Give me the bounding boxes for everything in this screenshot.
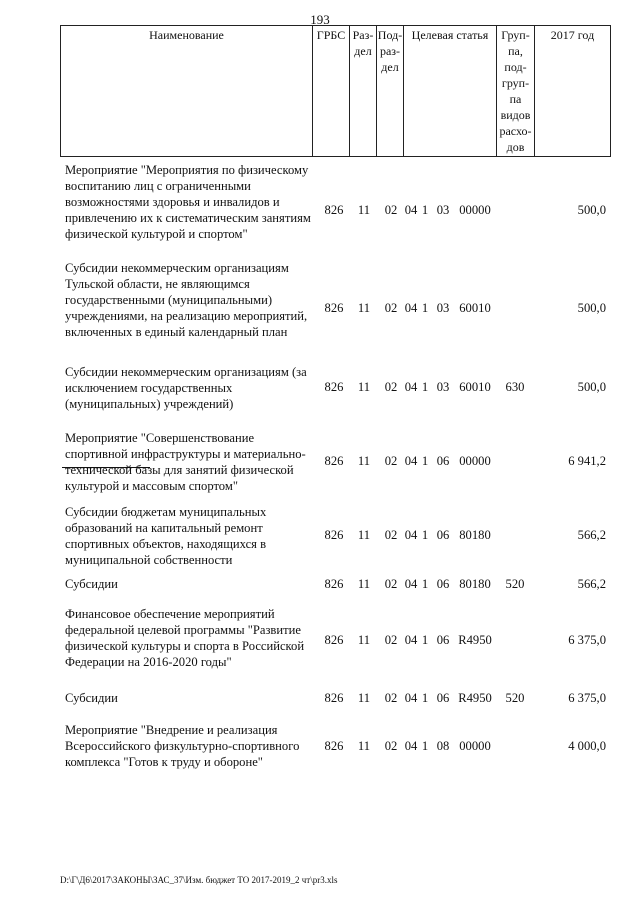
row-subprogram: 1	[421, 633, 429, 647]
header-podrazdel-line: Под-	[377, 28, 403, 42]
header-podrazdel	[377, 26, 404, 157]
row-amount: 500,0	[577, 203, 606, 217]
row-podrazdel: 02	[384, 203, 398, 217]
header-razdel	[350, 26, 377, 157]
row-direction: R4950	[458, 691, 492, 705]
row-razdel: 11	[357, 528, 371, 542]
row-name: Мероприятие "Мероприятия по физическому воспитанию лиц с ограниченными возможностями здоровья и инвалидов и привлечению их к систематическим занятиям физической культурой и спортом"	[65, 163, 311, 241]
table-row	[60, 722, 610, 772]
row-amount: 4 000,0	[568, 739, 606, 753]
row-name: Субсидии некоммерческим организациям (за исключением государственных (муниципальных) учреждений)	[65, 365, 307, 411]
header-target: Целевая статья	[404, 26, 497, 157]
row-expense-type: 630	[505, 380, 525, 394]
row-razdel: 11	[357, 203, 371, 217]
row-grbs: 826	[324, 301, 344, 315]
row-amount: 6 375,0	[568, 691, 606, 705]
row-main-event: 03	[436, 380, 450, 394]
header-year: 2017 год	[535, 26, 611, 157]
row-amount: 6 941,2	[568, 454, 606, 468]
header-podrazdel-line: дел	[381, 60, 399, 74]
row-razdel: 11	[357, 380, 371, 394]
row-podrazdel: 02	[384, 528, 398, 542]
row-amount: 6 375,0	[568, 633, 606, 647]
row-program: 04	[404, 203, 418, 217]
header-group-line: Груп-	[501, 28, 530, 42]
row-name: Мероприятие "Совершенствование спортивной инфраструктуры и материально-технической базы для занятий физической культурой и массовым спортом"	[65, 431, 306, 493]
row-program: 04	[404, 633, 418, 647]
row-name: Субсидии некоммерческим организациям Тульской области, не являющимся государственными (муниципальными) учреждениями, на реализацию мероприятий, включенных в единый календарный план	[65, 261, 308, 339]
header-podrazdel-line: раз-	[379, 44, 401, 58]
row-direction: R4950	[458, 633, 492, 647]
header-group-line: под-	[504, 60, 527, 74]
row-name: Субсидии	[65, 577, 118, 591]
row-name: Мероприятие "Внедрение и реализация Всероссийского физкультурно-спортивного комплекса "Готов к труду и обороне"	[65, 723, 300, 769]
row-razdel: 11	[357, 301, 371, 315]
row-subprogram: 1	[421, 454, 429, 468]
table-row	[60, 162, 610, 258]
row-main-event: 06	[436, 691, 450, 705]
row-podrazdel: 02	[384, 380, 398, 394]
row-grbs: 826	[324, 203, 344, 217]
row-direction: 60010	[459, 301, 491, 315]
page-number: 193	[310, 12, 330, 27]
row-razdel: 11	[357, 691, 371, 705]
row-name: Субсидии бюджетам муниципальных образований на капитальный ремонт спортивных объектов, находящихся в муниципальной собственности	[65, 505, 267, 567]
row-name: Субсидии	[65, 691, 118, 705]
header-grbs: ГРБС	[313, 26, 350, 157]
header-razdel-line: дел	[354, 44, 372, 58]
row-expense-type: 520	[505, 691, 525, 705]
row-program: 04	[404, 380, 418, 394]
row-podrazdel: 02	[384, 577, 398, 591]
row-amount: 566,2	[577, 577, 606, 591]
table-header	[60, 25, 611, 157]
row-subprogram: 1	[421, 577, 429, 591]
row-grbs: 826	[324, 739, 344, 753]
row-subprogram: 1	[421, 691, 429, 705]
row-direction: 00000	[459, 739, 491, 753]
row-grbs: 826	[324, 528, 344, 542]
table-row	[60, 430, 610, 496]
header-group-line: груп-	[501, 76, 530, 90]
row-main-event: 03	[436, 203, 450, 217]
row-amount: 500,0	[577, 380, 606, 394]
header-group-line: расхо-	[499, 124, 532, 138]
row-program: 04	[404, 739, 418, 753]
row-name: Финансовое обеспечение мероприятий федеральной целевой программы "Развитие физической культуры и спорта в Российской Федерации на 2016-2020 годы"	[65, 607, 305, 669]
table-row	[60, 576, 610, 596]
row-grbs: 826	[324, 691, 344, 705]
row-direction: 60010	[459, 380, 491, 394]
row-program: 04	[404, 577, 418, 591]
table-row	[60, 606, 610, 672]
table-row	[60, 690, 610, 710]
row-amount: 566,2	[577, 528, 606, 542]
row-subprogram: 1	[421, 380, 429, 394]
strikethrough-mark	[62, 467, 150, 468]
row-main-event: 06	[436, 577, 450, 591]
row-direction: 00000	[459, 454, 491, 468]
row-subprogram: 1	[421, 739, 429, 753]
row-program: 04	[404, 528, 418, 542]
row-subprogram: 1	[421, 301, 429, 315]
row-razdel: 11	[357, 739, 371, 753]
row-expense-type: 520	[505, 577, 525, 591]
row-program: 04	[404, 454, 418, 468]
table-row	[60, 504, 610, 570]
header-razdel-line: Раз-	[352, 28, 374, 42]
file-path-footer: D:\Г\Д6\2017\ЗАКОНЫ\ЗАС_37\Изм. бюджет ТО 2017-2019_2 чт\pr3.xls	[60, 875, 338, 885]
row-grbs: 826	[324, 380, 344, 394]
header-group-line: па,	[508, 44, 523, 58]
row-program: 04	[404, 301, 418, 315]
row-podrazdel: 02	[384, 739, 398, 753]
table-row	[60, 260, 610, 356]
header-group-line: па	[509, 92, 522, 106]
row-main-event: 03	[436, 301, 450, 315]
row-grbs: 826	[324, 577, 344, 591]
row-podrazdel: 02	[384, 454, 398, 468]
row-direction: 00000	[459, 203, 491, 217]
row-subprogram: 1	[421, 528, 429, 542]
row-main-event: 06	[436, 454, 450, 468]
row-razdel: 11	[357, 577, 371, 591]
header-group-line: дов	[506, 140, 525, 154]
header-name: Наименование	[61, 26, 313, 157]
row-podrazdel: 02	[384, 691, 398, 705]
row-podrazdel: 02	[384, 301, 398, 315]
row-main-event: 06	[436, 633, 450, 647]
row-razdel: 11	[357, 454, 371, 468]
row-direction: 80180	[459, 528, 491, 542]
row-razdel: 11	[357, 633, 371, 647]
row-amount: 500,0	[577, 301, 606, 315]
row-main-event: 06	[436, 528, 450, 542]
row-subprogram: 1	[421, 203, 429, 217]
row-grbs: 826	[324, 633, 344, 647]
header-group	[497, 26, 535, 157]
row-main-event: 08	[436, 739, 450, 753]
table-row	[60, 364, 610, 414]
header-group-line: видов	[500, 108, 531, 122]
row-grbs: 826	[324, 454, 344, 468]
row-direction: 80180	[459, 577, 491, 591]
row-podrazdel: 02	[384, 633, 398, 647]
row-program: 04	[404, 691, 418, 705]
